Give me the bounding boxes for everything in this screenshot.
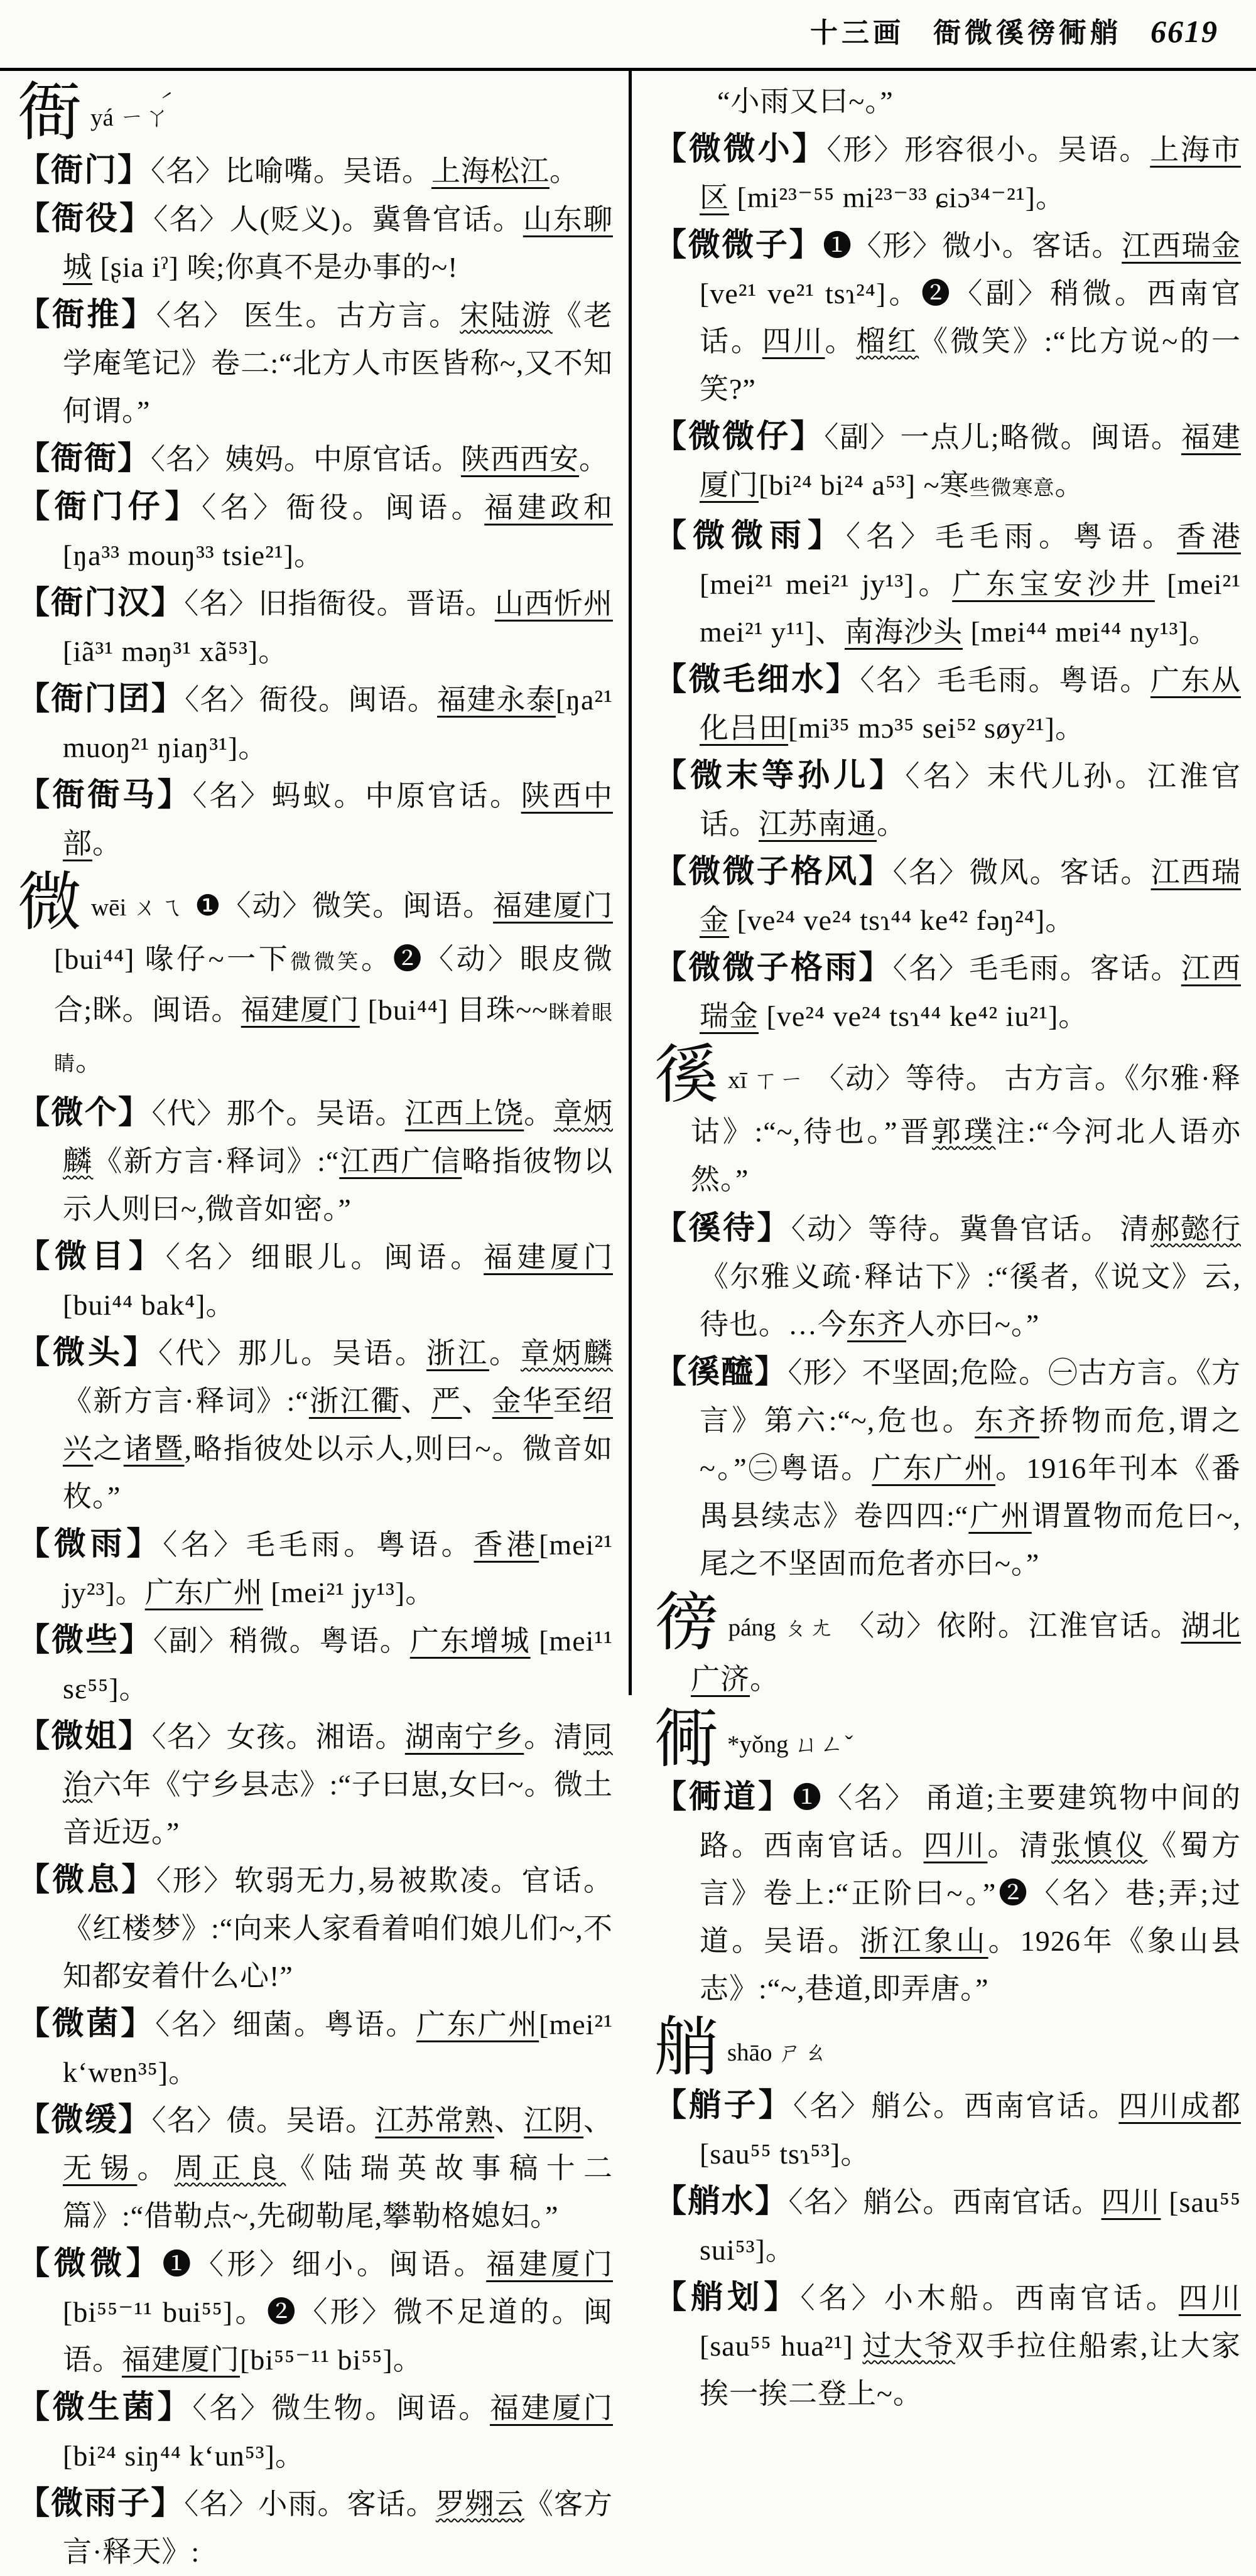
dictionary-entry	[18, 195, 613, 291]
body-text: 〈动〉依附。江淮官话。	[845, 1610, 1181, 1642]
body-text: 《蜀方言》卷上:“正阶曰~。”❷〈名〉巷;弄;过道。吴语。	[700, 1830, 1241, 1957]
entry-term: 【微雨】	[18, 1527, 163, 1562]
place-name: 广东广州	[144, 1576, 263, 1609]
dictionary-entry	[18, 772, 613, 868]
body-text: 〈名〉毛毛雨。客话。	[892, 952, 1181, 984]
headword-pinyin: yá	[90, 104, 114, 131]
place-name: 上海市区	[700, 134, 1242, 213]
body-text: [mi³⁵ mɔ³⁵ sei⁵² søy²¹]。	[788, 712, 1085, 744]
dictionary-entry	[654, 656, 1241, 752]
place-name: 湖南宁乡	[404, 1721, 524, 1753]
entry-term: 【微微子】	[654, 228, 823, 263]
dictionary-entry	[654, 1349, 1241, 1588]
body-text: 〈名〉毛毛雨。粤语。	[163, 1529, 474, 1561]
body-text: 《微笑》:“比方说~的一笑?”	[700, 325, 1242, 405]
body-text: 六年《宁乡县志》:“子曰崽,女曰~。微土音近迈。”	[63, 1769, 613, 1848]
body-text: [mei²¹ mei²¹ y¹¹]、	[700, 568, 1242, 648]
headword-pinyin: páng	[728, 1614, 776, 1641]
body-text: [mɐi⁴⁴ mɐi⁴⁴ ny¹³]。	[962, 616, 1218, 648]
body-text: 〈名〉末代儿孙。江淮官话。	[700, 760, 1241, 840]
body-text: 〈形〉不坚固;危险。㊀古方言。《方言》第六:“~,危也。	[700, 1357, 1241, 1436]
entry-term: 【艄划】	[654, 2280, 801, 2315]
body-text: 。	[137, 2152, 175, 2184]
body-text: [iã³¹ məŋ³¹ xã⁵³]。	[63, 635, 288, 667]
body-text: 至	[553, 1385, 584, 1417]
right-column	[654, 78, 1241, 2418]
place-name: 江西广信	[339, 1145, 462, 1177]
entry-term: 【微息】	[18, 1863, 156, 1898]
entry-term: 【微雨子】	[18, 2486, 185, 2521]
headword-entry	[654, 1705, 1241, 1774]
entry-term: 【衙门】	[18, 153, 151, 188]
continuation-line	[654, 78, 1241, 126]
body-text: 〈名〉比喻嘴。吴语。	[151, 155, 432, 187]
body-text: [sau⁵⁵ tsɿ⁵³]。	[700, 2138, 870, 2170]
place-name: 香港	[1177, 520, 1241, 552]
body-text: [bui⁴⁴] 喙仔~一下	[54, 943, 291, 975]
body-text: [bi⁵⁵⁻¹¹ bi⁵⁵]。	[240, 2344, 423, 2376]
entry-term: 【微末等孙儿】	[654, 758, 906, 794]
place-name: 绍兴	[63, 1385, 614, 1465]
source-name: 过大爷	[862, 2330, 955, 2362]
dictionary-entry	[18, 579, 613, 676]
entry-term: 【衙衙】	[18, 441, 151, 477]
place-name: 四川	[923, 1830, 988, 1862]
place-name: 福建厦门	[241, 994, 360, 1026]
headword-entry	[18, 78, 613, 147]
headword-zhuyin: ㄨㄟ	[133, 895, 185, 921]
entry-term: 【衙门仔】	[18, 490, 202, 525]
dictionary-entry	[18, 1233, 613, 1329]
place-name: 浙江衢	[308, 1385, 401, 1417]
headword-zhuyin: ㄆㄤ	[782, 1615, 836, 1641]
source-name: 章炳麟	[521, 1337, 613, 1369]
dictionary-entry	[654, 2082, 1241, 2178]
dictionary-entry	[18, 483, 613, 579]
body-text: 〈名〉微生物。闽语。	[192, 2392, 490, 2424]
place-name: 山西忻州	[494, 588, 613, 620]
source-name: 张慎仪	[1051, 1830, 1148, 1862]
body-text: 〈名〉小雨。客话。	[184, 2488, 436, 2520]
body-text: [sau⁵⁵ hua²¹]	[700, 2330, 863, 2362]
place-name: 福建厦门	[484, 1241, 613, 1273]
place-name: 福建政和	[484, 492, 613, 524]
header-rule	[0, 68, 1256, 71]
source-name: 郝懿行	[1150, 1213, 1242, 1245]
entry-term: 【微些】	[18, 1623, 153, 1658]
headword-char: 微	[18, 868, 82, 939]
place-name: 广东广州	[416, 2008, 539, 2040]
body-text: [mei²¹ k‘wɐn³⁵]。	[63, 2008, 614, 2088]
entry-term: 【徯待】	[654, 1211, 791, 1246]
body-text: 〈形〉软弱无力,易被欺凌。官话。《红楼梦》:“向来人家看着咱们娘儿们~,不知都安着什么心!”	[63, 1865, 613, 1992]
place-name: 广州	[968, 1500, 1032, 1532]
entry-term: 【衙役】	[18, 202, 154, 237]
body-text: 。	[579, 443, 609, 475]
place-name: 陕西西安	[461, 443, 580, 475]
page-header	[0, 10, 1218, 50]
dictionary-entry	[654, 222, 1241, 413]
body-text: 。清	[524, 1721, 584, 1753]
place-name: 江阴	[524, 2104, 584, 2137]
entry-term: 【微微】	[18, 2246, 163, 2282]
body-text: 〈名〉衙役。闽语。	[185, 684, 438, 716]
body-text: [bi²⁴ siŋ⁴⁴ k‘un⁵³]。	[63, 2440, 305, 2472]
dictionary-entry	[654, 2274, 1241, 2418]
body-text: [ve²⁴ ve²⁴ tsɿ⁴⁴ ke⁴² fəŋ²⁴]。	[729, 904, 1075, 936]
place-name: 湖北广济	[691, 1610, 1242, 1695]
place-name: 福建厦门	[700, 421, 1242, 501]
place-name: 广东从化吕田	[700, 664, 1241, 744]
place-name: 江苏南通	[759, 808, 877, 840]
entry-term: 【微生菌】	[18, 2390, 193, 2425]
body-text: 。清	[987, 1830, 1052, 1862]
body-text: 。	[92, 827, 122, 860]
body-text: 〈名〉微风。客话。	[892, 856, 1151, 888]
place-name: 香港	[474, 1529, 539, 1561]
headword-pinyin: shāo	[727, 2039, 772, 2066]
source-name: 同治	[63, 1721, 614, 1801]
body-text: [bui⁴⁴] 目珠~~	[359, 994, 549, 1026]
body-text: 〈名〉女孩。湘语。	[151, 1721, 405, 1753]
headword-char: 艄	[654, 2013, 718, 2084]
body-text: 。❷〈动〉眼皮微合;眯。闽语。	[54, 943, 614, 1026]
place-name: 福建厦门	[486, 2248, 613, 2280]
entry-term: 【衙衙马】	[18, 778, 193, 813]
dictionary-entry	[18, 2480, 613, 2576]
body-text: 〈名〉人(贬义)。冀鲁官话。	[153, 203, 523, 235]
body-text: [ŋa²¹ muoŋ²¹ ŋiaŋ³¹]。	[63, 684, 613, 763]
dictionary-entry	[18, 1329, 613, 1521]
entry-term: 【微微子格风】	[654, 854, 893, 890]
body-text: [bui⁴⁴ bak⁴]。	[63, 1289, 236, 1321]
body-text: 。	[825, 325, 857, 357]
body-text: [mi²³⁻⁵⁵ mi²³⁻³³ ɕiɔ³⁴⁻²¹]。	[729, 181, 1065, 213]
body-text: 〈名〉衙役。闽语。	[201, 492, 485, 524]
body-text: 〈名〉小木船。西南官话。	[800, 2282, 1179, 2314]
headword-entry	[654, 1588, 1241, 1705]
body-text: 注:“今河北人语亦然。”	[691, 1116, 1241, 1195]
headword-entry	[18, 868, 613, 1089]
entry-term: 【艄水】	[654, 2184, 789, 2219]
place-name: 广东广州	[872, 1452, 996, 1484]
body-text: [ve²¹ ve²¹ tsɿ²⁴]。❷〈副〉稍微。西南官话。	[700, 278, 1241, 357]
body-text: 。	[524, 1097, 554, 1129]
place-name: 山东聊城	[63, 203, 613, 283]
entry-term: 【微头】	[18, 1335, 158, 1371]
dictionary-entry	[18, 2240, 613, 2384]
body-text: 《陆瑞英故事稿十二篇》:“借勒点~,先砌勒尾,攀勒格媳妇。”	[63, 2152, 614, 2232]
dictionary-entry	[18, 676, 613, 772]
place-name: 东齐	[847, 1308, 906, 1340]
entry-term: 【微微小】	[654, 132, 827, 167]
dictionary-entry	[654, 848, 1241, 944]
source-name: 郭璞	[932, 1116, 996, 1148]
dictionary-entry	[18, 147, 613, 195]
source-name: 周正良	[174, 2152, 286, 2184]
place-name: 四川	[1101, 2186, 1161, 2218]
body-text: ❶〈名〉 甬道;主要建筑物中间的路。西南官话。	[700, 1782, 1241, 1862]
body-text: 。	[750, 1663, 779, 1695]
body-text: 挢物而危,谓之~。”㊁粤语。	[700, 1404, 1242, 1484]
body-text: [mei²¹ jy²³]。	[63, 1529, 613, 1609]
body-text: 〈名〉艄公。西南官话。	[788, 2186, 1102, 2218]
headword-zhuyin: ㄕㄠ	[778, 2040, 829, 2066]
place-name: 福建永泰	[437, 684, 556, 716]
place-name: 无锡	[63, 2152, 138, 2184]
body-text: 双手拉住船索,让大家挨一挨二登上~。	[700, 2330, 1242, 2410]
body-text: [bi⁵⁵⁻¹¹ bui⁵⁵]。❷〈形〉微不足道的。闽语。	[63, 2296, 613, 2376]
source-name: 罗翙云	[435, 2488, 524, 2520]
entry-term: 【微菌】	[18, 2007, 156, 2042]
place-name: 金华	[492, 1385, 553, 1417]
body-text: 略指彼物以示人则曰~,微音如密。”	[63, 1145, 614, 1225]
place-name: 福建厦门	[493, 890, 613, 922]
gloss-text: 些微寒意	[969, 477, 1055, 500]
place-name: 福建厦门	[122, 2344, 240, 2376]
entry-term: 【微微仔】	[654, 419, 825, 455]
body-text: 〈动〉等待。冀鲁官话。 清	[791, 1213, 1151, 1245]
headword-zhuyin: ㄧㄚ́	[119, 105, 170, 131]
place-name: 广东宝安沙井	[952, 568, 1155, 600]
body-text: 〈名〉债。吴语。	[151, 2104, 376, 2137]
place-name: 四川	[1178, 2282, 1241, 2314]
entry-term: 【微微雨】	[654, 519, 846, 554]
entry-term: 【微个】	[18, 1096, 152, 1131]
dictionary-entry	[18, 435, 613, 483]
body-text: 、	[401, 1385, 431, 1417]
source-name: 宋陆游	[460, 299, 553, 331]
dictionary-entry	[18, 1521, 613, 1617]
body-text: [ŋa³³ mouŋ³³ tsie²¹]。	[63, 539, 323, 571]
body-text: 。	[550, 155, 580, 187]
place-name: 广东增城	[409, 1625, 531, 1657]
place-name: 江西瑞金	[700, 952, 1242, 1032]
entry-term: 【衙推】	[18, 298, 156, 333]
body-text: 〈名〉艄公。西南官话。	[793, 2090, 1119, 2122]
body-text: 之	[93, 1433, 124, 1465]
place-name: 江苏常熟	[375, 2104, 494, 2137]
page-number: 6619	[1150, 14, 1218, 49]
entry-term: 【衙门囝】	[18, 682, 185, 717]
body-text: [ve²⁴ ve²⁴ tsɿ⁴⁴ ke⁴² iu²¹]。	[759, 1000, 1088, 1032]
dictionary-entry	[654, 1205, 1241, 1349]
headword-char: 衙	[18, 78, 82, 149]
body-text: [mei²¹ jy¹³]。	[263, 1576, 435, 1609]
source-name: 章炳麟	[63, 1097, 614, 1177]
place-name: 诸暨	[123, 1433, 185, 1465]
body-text: 。1916年刊本《番禺县续志》卷四四:“	[700, 1452, 1242, 1532]
dictionary-entry	[18, 291, 613, 435]
dictionary-entry	[18, 2384, 613, 2480]
dictionary-entry	[654, 2178, 1241, 2274]
dictionary-entry	[18, 2096, 613, 2240]
place-name: 江西上饶	[404, 1097, 524, 1129]
source-name: 榴红	[856, 325, 919, 357]
body-text: 〈名〉 医生。古方言。	[156, 299, 460, 331]
place-name: 浙江	[426, 1337, 489, 1369]
headword-zhuyin: ㄒㄧ	[753, 1067, 806, 1094]
body-text: 。	[489, 1337, 521, 1369]
entry-term: 【微姐】	[18, 1719, 152, 1754]
body-text: ❶〈形〉细小。闽语。	[162, 2248, 487, 2280]
place-name: 东齐	[975, 1404, 1039, 1436]
body-text: 〈名〉毛毛雨。粤语。	[846, 520, 1177, 552]
body-text: ❶〈形〉微小。客话。	[823, 230, 1122, 262]
body-text: “小雨又曰~。”	[717, 85, 894, 117]
column-divider-rule	[629, 71, 632, 1695]
body-text: 〈名〉旧指衙役。晋语。	[184, 588, 495, 620]
headword-entry	[654, 1040, 1241, 1205]
left-column	[18, 78, 613, 2576]
entry-term: 【微缓】	[18, 2103, 152, 2138]
headword-pinyin: wēi	[90, 894, 127, 921]
headword-char: 衕	[654, 1705, 718, 1776]
body-text: 、	[583, 2104, 614, 2137]
body-text: 《尔雅义疏·释诂下》:“徯者,《说文》云,待也。…今	[700, 1261, 1241, 1340]
place-name: 陕西中部	[63, 780, 614, 860]
dictionary-entry	[654, 944, 1241, 1040]
body-text: 人亦曰~。”	[906, 1308, 1040, 1340]
headword-range-label: 衙微徯徬衕艄	[933, 18, 1122, 48]
dictionary-entry	[18, 2000, 613, 2096]
body-text: 〈名〉细眼儿。闽语。	[165, 1241, 484, 1273]
entry-term: 【艄子】	[654, 2088, 793, 2123]
place-name: 南海沙头	[844, 616, 963, 648]
body-text: 〈代〉那个。吴语。	[151, 1097, 405, 1129]
entry-term: 【微微子格雨】	[654, 951, 893, 986]
body-text: 〈代〉那儿。吴语。	[158, 1337, 426, 1369]
stroke-section-label: 十三画	[810, 18, 904, 48]
body-text: 《老学庵笔记》卷二:“北方人市医皆称~,又不知何谓。”	[63, 299, 614, 427]
body-text: [mei¹¹ sɛ⁵⁵]。	[63, 1625, 613, 1705]
body-text: 。	[877, 808, 906, 840]
entry-term: 【衕道】	[654, 1780, 793, 1815]
dictionary-entry	[18, 1617, 613, 1713]
body-text: 《新方言·释词》:“	[93, 1145, 340, 1177]
dictionary-entry	[18, 1713, 613, 1857]
place-name: 江西瑞金	[1122, 230, 1242, 262]
dictionary-entry	[654, 512, 1241, 656]
place-name: 江西瑞金	[700, 856, 1242, 936]
body-text: 〈副〉稍微。粤语。	[153, 1625, 410, 1657]
entry-term: 【徯醯】	[654, 1355, 788, 1390]
place-name: 福建厦门	[490, 2392, 614, 2424]
gloss-text: 微微笑	[290, 951, 362, 974]
body-text: 〈名〉姨妈。中原官话。	[151, 443, 462, 475]
place-name: 四川	[762, 325, 825, 357]
body-text: 〈动〉等待。 古方言。《尔雅·释诂》:“~,待也。”晋	[691, 1062, 1241, 1148]
dictionary-entry	[18, 1089, 613, 1233]
entry-term: 【微毛细水】	[654, 662, 860, 698]
dictionary-entry	[654, 1774, 1241, 2013]
body-text: [sau⁵⁵ sui⁵³]。	[700, 2186, 1242, 2266]
entry-term: 【衙门汉】	[18, 586, 185, 621]
body-text: 。	[75, 1045, 105, 1077]
headword-entry	[654, 2013, 1241, 2082]
body-text: [ʂia iˀ] 唉;你真不是办事的~!	[92, 251, 458, 283]
dictionary-entry	[654, 413, 1241, 512]
body-text: 、	[462, 1385, 492, 1417]
headword-pinyin: xī	[727, 1067, 747, 1094]
dictionary-entry	[654, 126, 1241, 222]
headword-pinyin: *yǒng	[727, 1731, 789, 1758]
place-name: 四川成都	[1118, 2090, 1241, 2122]
body-text: ❶〈动〉微笑。闽语。	[195, 890, 494, 922]
body-text: 《客方言·释天》:	[63, 2488, 613, 2568]
body-text: 〈名〉蚂蚁。中原官话。	[192, 780, 521, 812]
body-text: 〈名〉细菌。粤语。	[155, 2008, 417, 2040]
place-name: 上海松江	[431, 155, 550, 187]
body-text: [mei²¹ mei²¹ jy¹³]。	[700, 568, 953, 600]
body-text: 、	[494, 2104, 524, 2137]
headword-char: 徯	[654, 1040, 719, 1111]
body-text: [bi²⁴ bi²⁴ a⁵³] ~寒	[759, 469, 970, 501]
body-text: 谓置物而危曰~,尾之不坚固而危者亦曰~。”	[700, 1500, 1242, 1580]
headword-char: 徬	[654, 1588, 720, 1659]
body-text: 《新方言·释词》:“	[63, 1385, 309, 1417]
dictionary-entry	[654, 752, 1241, 848]
dictionary-entry	[18, 1857, 613, 2000]
body-text: 〈副〉一点儿;略微。闽语。	[824, 421, 1181, 453]
place-name: 浙江象山	[860, 1925, 988, 1957]
body-text: ,略指彼处以示人,则曰~。微音如枚。”	[63, 1433, 613, 1512]
headword-zhuyin: ㄩㄥˇ	[794, 1732, 855, 1758]
entry-term: 【微目】	[18, 1239, 166, 1275]
body-text: 。1926年《象山县志》:“~,巷道,即弄唐。”	[700, 1925, 1242, 2005]
body-text: 〈名〉毛毛雨。粤语。	[860, 664, 1150, 696]
body-text: 。	[1054, 469, 1085, 501]
body-text: 〈形〉形容很小。吴语。	[826, 134, 1150, 166]
place-name: 严	[431, 1385, 462, 1417]
gloss-text: 眯着眼睛	[54, 1002, 614, 1075]
